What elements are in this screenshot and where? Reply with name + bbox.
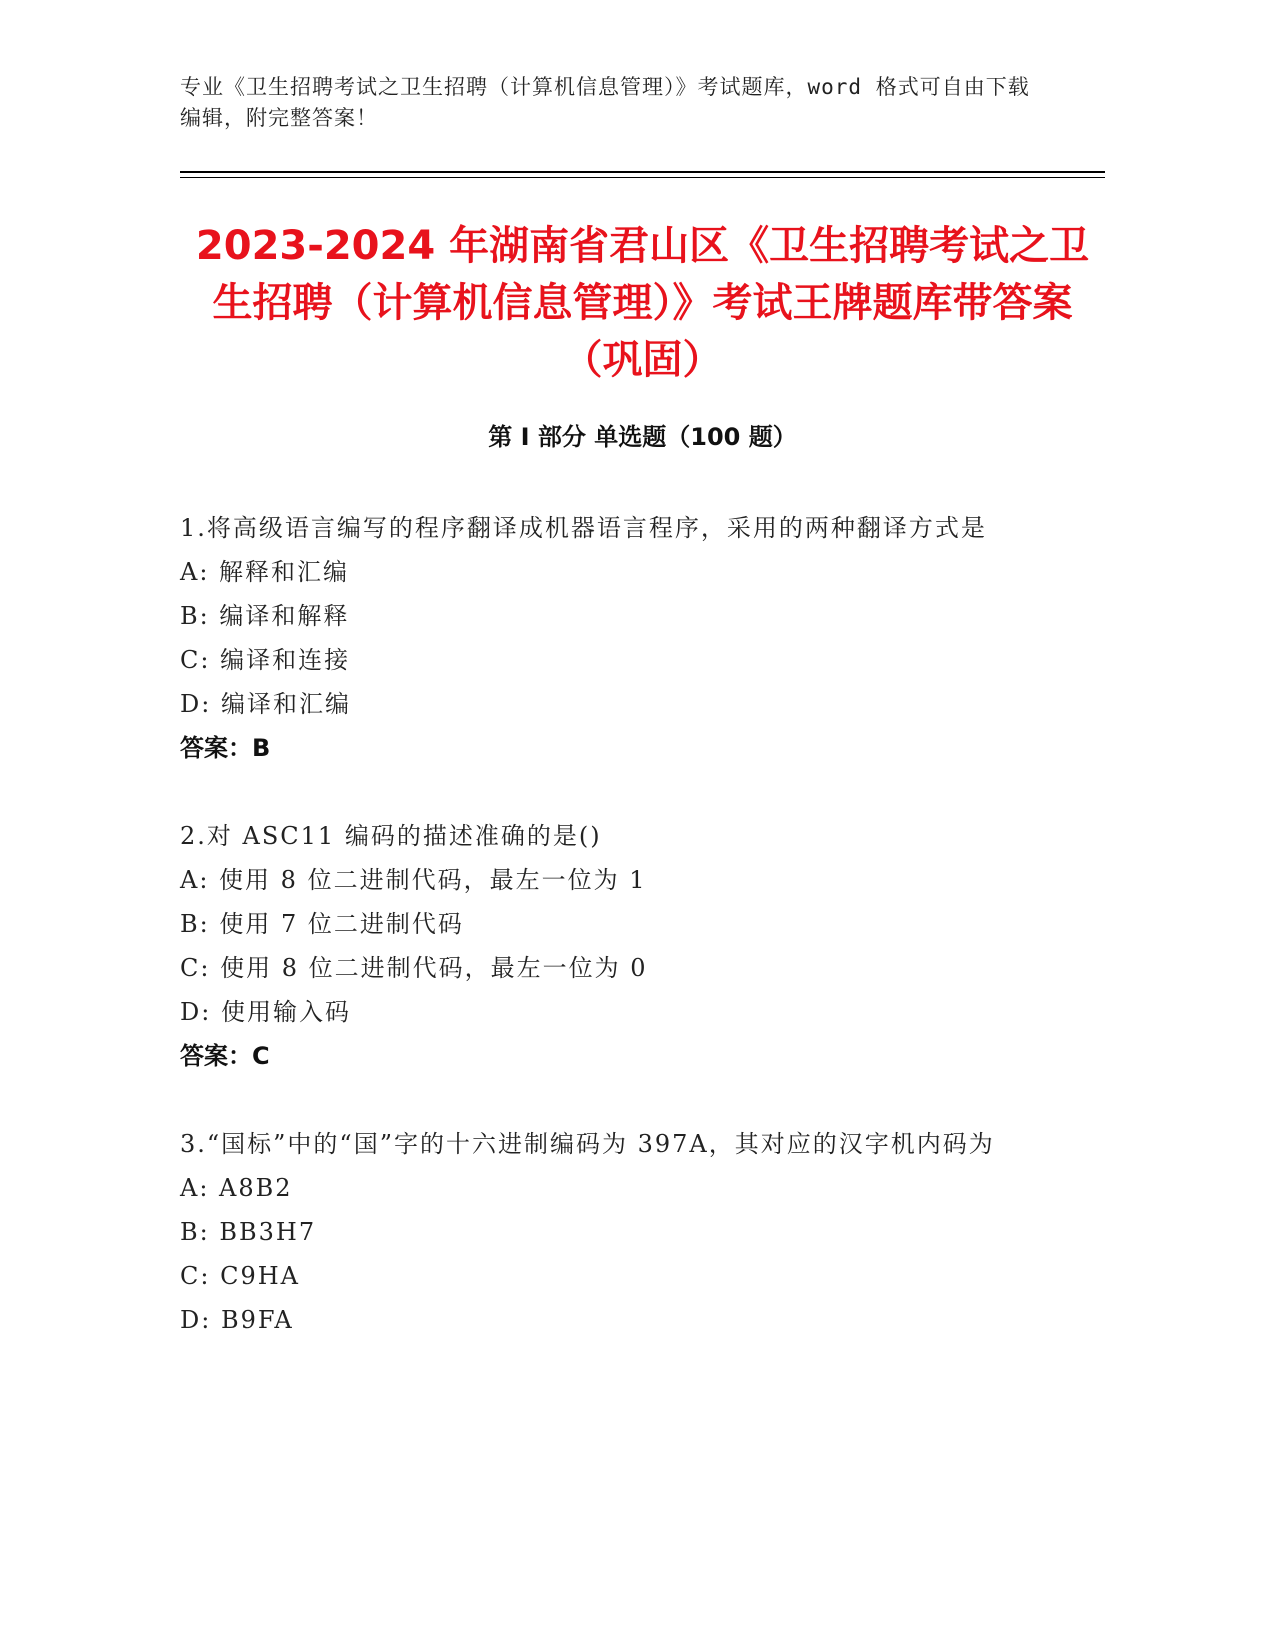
option-d: D: 编译和汇编 xyxy=(180,690,351,718)
document-title: 2023-2024 年湖南省君山区《卫生招聘考试之卫生招聘（计算机信息管理）》考试王牌题库带答案（巩固） xyxy=(195,223,1090,383)
option-a: A: 解释和汇编 xyxy=(180,558,350,586)
header-rule-thick xyxy=(180,171,1105,173)
option-b: B: BB3H7 xyxy=(180,1218,317,1246)
answer: 答案：C xyxy=(180,1042,270,1070)
question-stem: 2.对 ASC11 编码的描述准确的是() xyxy=(180,822,602,850)
option-a: A: A8B2 xyxy=(180,1174,293,1202)
question-3 xyxy=(180,1122,1030,1342)
option-a: A: 使用 8 位二进制代码，最左一位为 1 xyxy=(180,866,647,894)
option-c: C: 编译和连接 xyxy=(180,646,351,674)
header-note: 专业《卫生招聘考试之卫生招聘（计算机信息管理）》考试题库，word 格式可自由下载编辑，附完整答案！ xyxy=(180,75,1030,130)
question-1 xyxy=(180,506,1030,770)
answer: 答案：B xyxy=(180,734,271,762)
option-b: B: 编译和解释 xyxy=(180,602,350,630)
section-title: 第 I 部分 单选题（100 题） xyxy=(488,423,797,451)
option-d: D: B9FA xyxy=(180,1306,294,1334)
option-d: D: 使用输入码 xyxy=(180,998,351,1026)
option-b: B: 使用 7 位二进制代码 xyxy=(180,910,464,938)
question-2 xyxy=(180,814,1030,1078)
option-c: C: 使用 8 位二进制代码，最左一位为 0 xyxy=(180,954,648,982)
question-stem: 3.“国标”中的“国”字的十六进制编码为 397A，其对应的汉字机内码为 xyxy=(180,1130,995,1158)
question-stem: 1.将高级语言编写的程序翻译成机器语言程序，采用的两种翻译方式是 xyxy=(180,514,987,542)
question-list xyxy=(180,506,1030,1386)
header-rule-thin xyxy=(180,177,1105,178)
option-c: C: C9HA xyxy=(180,1262,300,1290)
